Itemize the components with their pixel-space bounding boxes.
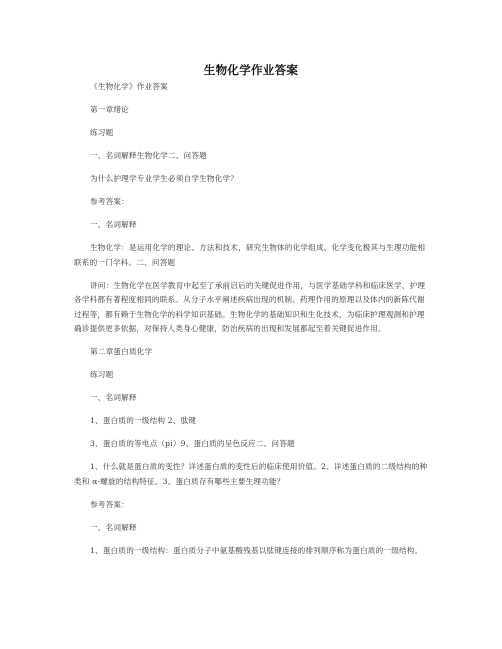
paragraph: 1、蛋白质的一级结构 2、肽键 (90, 416, 197, 425)
document-body (74, 80, 432, 567)
paragraph: 一、名词解释 (90, 220, 137, 229)
paragraph: 1、蛋白质的一级结构：蛋白质分子中氨基酸残基以肽键连接的排列顺序称为蛋白质的一级结构。 (90, 545, 423, 555)
chapter-heading: 第二章蛋白质化学 (90, 347, 153, 356)
chapter-heading: 第一章绪论 (90, 105, 129, 114)
paragraph: 3、蛋白质的等电点（pi）9、蛋白质的呈色反应二、问答题 (90, 439, 295, 448)
paragraph: 参考答案： (90, 499, 129, 509)
paragraph: 生物化学：是运用化学的理论、方法和技术，研究生物体的化学组成、化学变化极其与生理功能相联系的一门学科。二、问答题 (74, 243, 426, 267)
paragraph: 《生物化学》作业答案 (90, 82, 168, 91)
paragraph: 讲问：生物化学在医学教育中起至了承前启后的关键促进作用，与医学基础学科和临床医学、护理各学科都有著程度相同的联系。从分子水平阐述疾病出现的机制、药理作用的原理以及体内的新陈代谢过程等，都有赖于生物化学的科学知识基础。生物化学的基础知识和生化技术，为临床护理观测和护理确诊提供更多依据，对保持人类身心健康，防治疾病的出现和发展都起至着关键促进作用。 (74, 280, 426, 333)
section-heading: 练习题 (90, 370, 114, 379)
paragraph: 为什么护理学专业学生必须自学生物化学？ (90, 174, 239, 183)
section-heading: 练习题 (90, 128, 114, 137)
paragraph: 一、名词解释生物化学二、问答题 (90, 151, 207, 160)
document-title: 生物化学作业答案 (203, 63, 299, 77)
paragraph: 1、什么就是蛋白质的变性？详述蛋白质的变性后的临床使用价值。2、详述蛋白质的二级结构的种类和 α-螺旋的结构特征。3、蛋白质存有哪些主要生理功能？ (74, 462, 428, 486)
paragraph: 参考答案： (90, 197, 129, 206)
paragraph: 一、名词解释 (90, 522, 137, 532)
paragraph: 一、名词解释 (90, 393, 137, 402)
